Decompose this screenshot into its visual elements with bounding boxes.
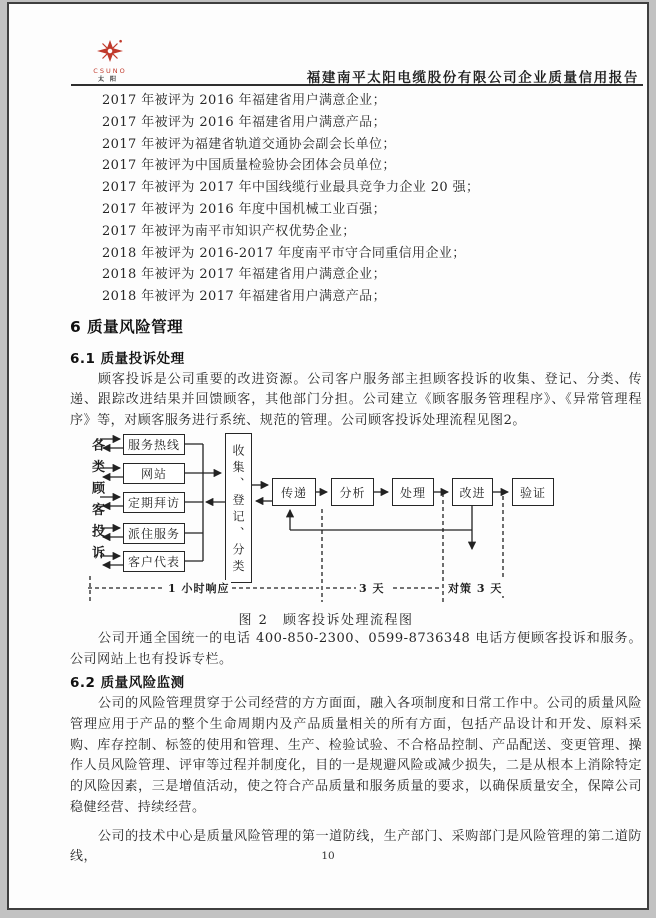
award-item: 2017 年被评为 2016 年福建省用户满意企业；	[102, 93, 386, 108]
awards-list	[70, 90, 627, 308]
subsection-heading-6-2: 6.2 质量风险监测	[70, 675, 185, 691]
page-number: 10	[321, 850, 335, 862]
section-heading-6: 6 质量风险管理	[70, 318, 184, 336]
company-logo	[79, 38, 141, 83]
subsection-heading-6-1: 6.1 质量投诉处理	[70, 351, 185, 367]
timeline-label-countermeasure: 对策 3 天	[448, 582, 503, 595]
flow-step-analyze: 分析	[331, 478, 374, 506]
award-item: 2017 年被评为南平市知识产权优势企业；	[102, 223, 356, 239]
flow-source-visit: 定期拜访	[123, 492, 185, 513]
flowchart-left-label: 各类顾客投诉	[89, 438, 104, 567]
award-item: 2017 年被评为福建省轨道交通协会副会长单位；	[102, 136, 396, 152]
award-item: 2018 年被评为 2017 年福建省用户满意企业；	[102, 267, 386, 283]
flow-step-transmit: 传递	[272, 478, 316, 506]
timeline-label-1hour: 1 小时响应	[168, 582, 230, 595]
paragraph-complaint-handling: 顾客投诉是公司重要的改进资源。公司客户服务部主担顾客投诉的收集、登记、分类、传递、跟踪改进结果并回馈顾客，其他部门分担。公司建立《顾客服务管理程序》、《异常管理程序》等，对顾客服务进行系统、规范的管理。公司顾客投诉处理流程见图2。	[70, 372, 642, 428]
flow-collect-box: 收集、登记、分类	[225, 433, 252, 583]
flow-source-resident: 派住服务	[123, 523, 185, 544]
flow-step-verify: 验证	[512, 478, 554, 506]
flow-step-improve: 改进	[452, 478, 493, 506]
award-item: 2017 年被评为 2017 年中国线缆行业最具竞争力企业 20 强；	[102, 180, 480, 196]
paragraph-phone: 公司开通全国统一的电话 400-850-2300、0599-8736348 电话方便顾客投诉和服务。公司网站上也有投诉专栏。	[70, 631, 642, 668]
header-rule	[71, 84, 643, 86]
logo-sub-text: 太阳	[97, 75, 122, 83]
award-item: 2017 年被评为 2016 年度中国机械工业百强；	[102, 201, 386, 217]
header-title: 福建南平太阳电缆股份有限公司企业质量信用报告	[306, 70, 639, 86]
flowchart-figure	[80, 428, 640, 626]
figure-caption: 图 2 顾客投诉处理流程图	[238, 613, 414, 628]
sun-logo-icon	[97, 38, 123, 64]
document-page	[7, 2, 649, 910]
logo-brand-text: CSUNO	[93, 67, 127, 75]
flow-source-hotline: 服务热线	[123, 434, 185, 455]
flow-step-handle: 处理	[392, 478, 434, 506]
award-item: 2018 年被评为 2017 年福建省用户满意产品；	[102, 289, 386, 305]
award-item: 2017 年被评为 2016 年福建省用户满意产品；	[102, 114, 386, 130]
paragraph-defense-lines: 公司的技术中心是质量风险管理的第一道防线，生产部门、采购部门是风险管理的第二道防线，	[70, 829, 642, 865]
timeline-label-3days: 3 天	[359, 582, 385, 595]
flow-source-rep: 客户代表	[123, 551, 185, 572]
award-item: 2018 年被评为 2016-2017 年度南平市守合同重信用企业；	[102, 245, 466, 261]
flow-source-website: 网站	[123, 463, 185, 484]
award-item: 2017 年被评为中国质量检验协会团体会员单位；	[102, 158, 396, 174]
paragraph-risk-monitoring: 公司的风险管理贯穿于公司经营的方方面面，融入各项制度和日常工作中。公司的质量风险管理应用于产品的整个生命周期内及产品质量相关的所有方面，包括产品设计和开发、原料采购、库存控制、标签的使用和管理、生产、检验试验、不合格品控制、产品配送、变更管理、操作人员风险管理、评审等过程并制度化，目的一是规避风险或减少损失，二是从根本上消除特定的风险因素，三是增值活动，使之符合产品质量和服务质量的要求，以确保质量安全，保障公司稳健经营、持续经营。	[70, 696, 642, 815]
